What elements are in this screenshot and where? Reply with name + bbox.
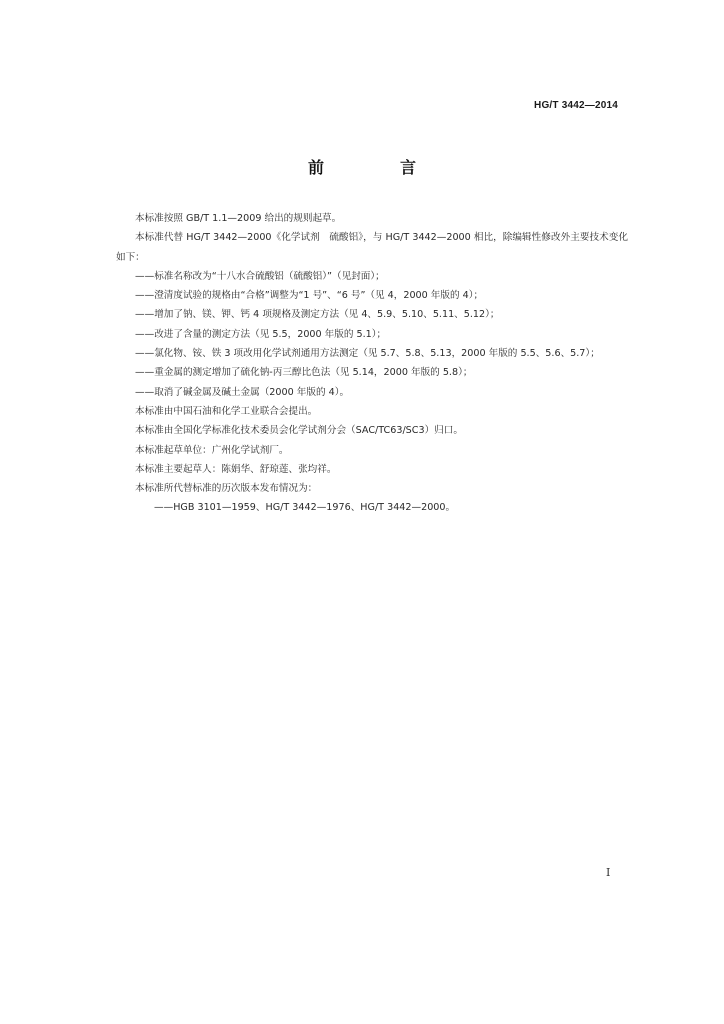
change-item: ——标准名称改为“十八水合硫酸铝（硫酸铝）”（见封面）； <box>135 270 385 282</box>
paragraph-previous-editions: 本标准所代替标准的历次版本发布情况为： <box>135 483 318 495</box>
paragraph-replaces: 本标准代替 HG/T 3442—2000《化学试剂 硫酸铝》，与 HG/T 3442—2000 相比，除编辑性修改外主要技术变化如下： <box>116 232 628 263</box>
previous-editions-list: ——HGB 3101—1959、HG/T 3442—1976、HG/T 3442—2000。 <box>154 502 456 514</box>
paragraph-drafters: 本标准主要起草人：陈娟华、舒琼莲、张均祥。 <box>135 463 337 475</box>
change-item: ——重金属的测定增加了硫化钠-丙三醇比色法（见 5.14，2000 年版的 5.8）； <box>135 367 473 379</box>
paragraph-drafting-rules: 本标准按照 GB/T 1.1—2009 给出的规则起草。 <box>135 213 342 224</box>
paragraph-drafting-unit: 本标准起草单位：广州化学试剂厂。 <box>135 444 289 456</box>
change-item: ——改进了含量的测定方法（见 5.5，2000 年版的 5.1）； <box>135 328 387 340</box>
change-item: ——增加了钠、镁、钾、钙 4 项规格及测定方法（见 4、5.9、5.10、5.11、5.12）； <box>135 309 500 321</box>
change-item: ——澄清度试验的规格由“合格”调整为“1 号”、“6 号”（见 4，2000 年版的 4）； <box>135 290 484 302</box>
foreword-body <box>116 209 628 518</box>
change-item: ——取消了碱金属及碱土金属（2000 年版的 4）。 <box>135 386 350 398</box>
page-number: I <box>606 866 611 879</box>
paragraph-proposed-by: 本标准由中国石油和化学工业联合会提出。 <box>135 405 318 417</box>
change-item: ——氯化物、铵、铁 3 项改用化学试剂通用方法测定（见 5.7、5.8、5.13，2000 年版的 5.5、5.6、5.7）； <box>135 348 600 360</box>
standard-code: HG/T 3442—2014 <box>534 100 618 111</box>
section-title: 前 言 <box>307 158 446 177</box>
paragraph-under-jurisdiction: 本标准由全国化学标准化技术委员会化学试剂分会（SAC/TC63/SC3）归口。 <box>135 425 463 437</box>
